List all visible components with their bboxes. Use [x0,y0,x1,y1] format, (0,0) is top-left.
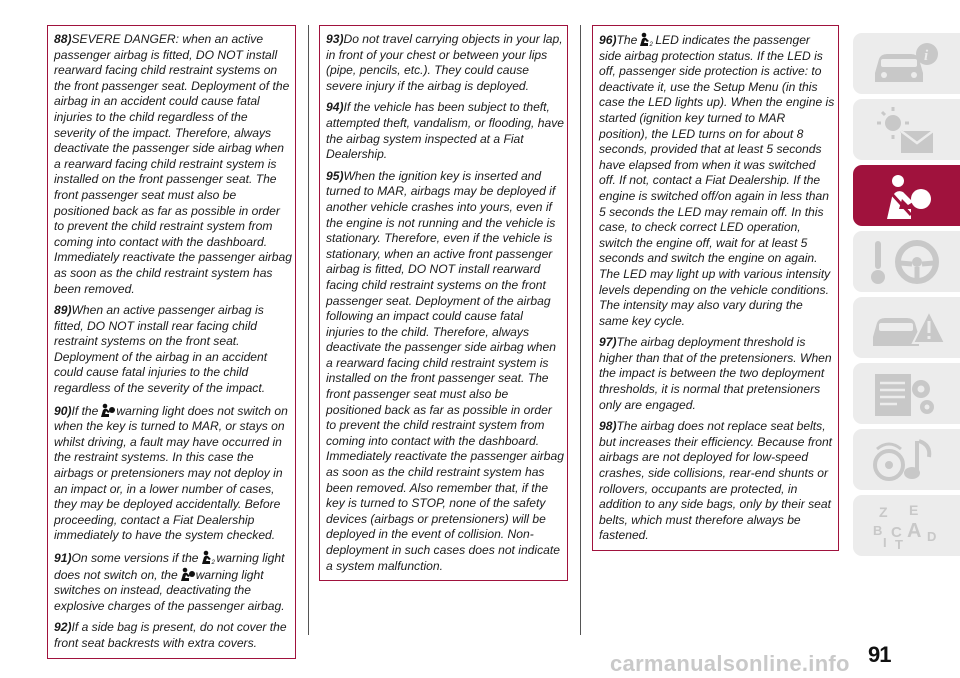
note-91: 91)On some versions if the 2 warning light does not switch on, the warning light switches on instead, deactivating the explosive charges of the passenger airbag. [54,551,285,613]
note-94: 94)If the vehicle has been subject to theft, attempted theft, vandalism, or flooding, have the airbag system inspected at a Fiat Dealership. [326,100,564,162]
maintenance-gear-icon [867,369,947,419]
steering-key-icon [867,237,947,287]
index-letter: I [883,535,887,550]
note-98: 98)The airbag does not replace seat belts, but increases their efficiency. Because front airbags are not deployed for low-speed crashes, side collisions, rear-end shunts or rollovers, occupants are protected, in addition to any side bags, only by their seat belts, which must therefore always be fastened. [599,419,833,543]
airbag-warning-icon [98,403,116,418]
airbag-seat-icon [867,171,947,221]
note-95: 95)When the ignition key is inserted and turned to MAR, airbags may be deployed if another vehicle crashes into yours, even if the engine is not running and the vehicle is stationary. Therefore, even if the vehicle is stationary, when an active front passenger airbag is fitted, DO NOT install rearward facing child restraint systems on the front passenger seat. Deployment of the airbag following an impact could cause fatal injuries to the child. Therefore, always deactivate the passenger side airbag when a rearward facing child restraint system is installed on the front passenger seat. The front passenger seat must also be positioned back as far as possible in order to prevent the child restraint system from coming into contact with the dashboard. Immediately reactivate the passenger airbag as soon as the child restraint system has been removed. Also remember that, if the key is turned to STOP, none of the safety devices (airbags or pretensioners) will be deployed in the event of collision. Non-deployment in such cases does not indicate a system malfunction. [326,168,564,573]
column-divider-2 [580,25,581,635]
tab-starting-driving[interactable] [853,231,960,292]
note-97: 97)The airbag deployment threshold is higher than that of the pretensioners. When the impact is between the two deployment thresholds, it is normal that pretensioners only are engaged. [599,335,832,412]
tab-safety[interactable] [853,165,960,226]
note-93: 93)Do not travel carrying objects in your lap, in front of your chest or between your lips (pipe, pencils, etc.). They could cause severe injury if the airbag is deployed. [326,32,563,93]
tab-multimedia[interactable] [853,429,960,490]
note-column-1 [47,25,296,659]
index-letter: C [891,524,902,541]
airbag-warning-icon [178,567,196,582]
watermark: carmanualsonline.info [610,651,850,676]
svg-text:i: i [924,48,929,64]
car-emergency-icon [867,303,947,353]
note-88: 88)SEVERE DANGER: when an active passenger airbag is fitted, DO NOT install rearward facing child restraint systems on the front passenger seat. Deployment of the airbag in an accident could cause fatal injuries to the child regardless of the severity of the impact. Therefore, always deactivate the passenger side airbag when a rearward facing child restraint system is installed on the front passenger seat. The front passenger seat must also be positioned back as far as possible in order to prevent the child restraint system from coming into contact with the dashboard. Immediately reactivate the passenger airbag as soon as the child restraint system has been removed. [54,32,292,296]
note-96: 96)The 2 LED indicates the passenger side airbag protection status. If the LED is off, passenger side protection is active: to deactivate it, use the Setup Menu (in this case the LED lights up). When the engine is started (ignition key turned to MAR position), the LED turns on for about 8 seconds, provided that at least 5 seconds have elapsed from when it was switched off. If not, contact a Fiat Dealership. If the engine is switched off/on again in less than 5 seconds the LED may remain off. In this case, to check correct LED operation, switch the engine off, wait for at least 5 seconds and switch the engine on again. The LED may light up with various intensity levels depending on the vehicle conditions. The intensity may also vary during the same key cycle. [599,33,835,328]
warning-lights-icon [867,105,947,155]
index-letter: B [873,523,883,538]
tab-index[interactable] [853,495,960,556]
note-column-2 [319,25,568,581]
note-column-3 [592,25,839,551]
svg-text:2: 2 [649,42,654,47]
svg-text:2: 2 [211,560,215,565]
passenger-airbag-off-icon [637,32,655,47]
tab-car-info[interactable] [853,33,960,94]
page-number: 91 [868,642,891,667]
note-90: 90)If the warning light does not switch on when the key is turned to MAR, or stays on whilst driving, a fault may have occurred in the restraint systems. In this case the airbags or pretensioners may not deploy in an impact or, in a lower number of cases, they may be deployed accidentally. Before proceeding, contact a Fiat Dealership immediately to have the system checked. [54,403,288,543]
index-letter: Z [879,504,888,520]
index-letter: T [895,537,903,551]
index-letter: E [909,502,919,518]
tab-emergency[interactable] [853,297,960,358]
note-92: 92)If a side bag is present, do not cover the front seat backrests with extra covers. [54,620,287,650]
note-89: 89)When an active passenger airbag is fitted, DO NOT install rear facing child restraint systems on the front seat. Deployment of the airbag in an accident could cause fatal injuries to the child regardless of the severity of the impact. [54,303,268,396]
car-info-icon [867,39,947,89]
tab-warning-lights[interactable] [853,99,960,160]
index-letters-icon [867,501,947,551]
index-letter: A [907,520,922,542]
column-divider-1 [308,25,309,635]
index-letter: D [927,529,937,544]
multimedia-icon [867,435,947,485]
tab-maintenance[interactable] [853,363,960,424]
chapter-tabs [853,33,960,561]
airbag-off-icon [199,550,217,565]
